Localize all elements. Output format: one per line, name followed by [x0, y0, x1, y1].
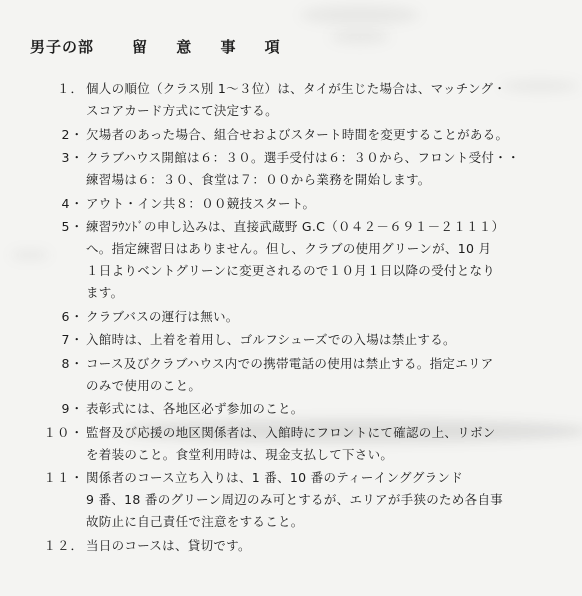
section-label: 男子の部	[30, 38, 95, 56]
list-item	[40, 422, 570, 466]
item-number: １２．	[43, 537, 84, 553]
item-number: 8・	[61, 355, 84, 371]
item-number: 7・	[61, 332, 84, 347]
item-number: 6・	[61, 308, 84, 324]
item-text: 入館時は、上着を着用し、ゴルフシューズでの入場は禁止する。	[86, 332, 456, 347]
item-text: 個人の順位（クラス別 1～３位）は、タイが生じた場合は、マッチング・ スコアカード方式にて決定する。	[86, 81, 507, 118]
item-text: 欠場者のあった場合、組合せおよびスタート時間を変更することがある。	[86, 126, 509, 142]
document-heading	[30, 36, 292, 57]
item-text: コース及びクラブハウス内での携帯電話の使用は禁止する。指定エリア のみで使用のこと。	[86, 355, 494, 393]
list-item	[40, 193, 570, 215]
list-item	[40, 398, 570, 420]
list-item	[40, 216, 570, 304]
item-number: 5・	[61, 219, 84, 234]
item-text: 当日のコースは、貸切です。	[86, 537, 251, 553]
item-text: クラブバスの運行は無い。	[86, 308, 239, 324]
list-item	[40, 353, 570, 397]
item-number: 9・	[61, 401, 84, 416]
item-text: 関係者のコース立ち入りは、1 番、10 番のティーインググランド 9 番、18 番のグリーン周辺のみ可とするが、エリアが手狭のため各自事 故防止に自己責任で注意をすること。	[86, 470, 504, 529]
notice-list	[40, 78, 570, 558]
list-item	[40, 124, 570, 146]
list-item	[40, 306, 570, 328]
item-number: 3・	[61, 150, 84, 165]
item-text: アウト・イン共８：００競技スタート。	[86, 195, 316, 211]
scan-smudge	[300, 5, 420, 25]
list-item	[40, 535, 570, 557]
list-item	[40, 467, 570, 533]
list-item	[40, 78, 570, 122]
item-number: 2・	[61, 126, 84, 142]
item-text: 監督及び応援の地区関係者は、入館時にフロントにて確認の上、リボン を着装のこと。食堂利用時は、現金支払して下さい。	[86, 424, 496, 462]
item-text: 練習ﾗｳﾝﾄﾞの申し込みは、直接武蔵野 G.C（０４２－６９１－２１１１） へ。指定練習日はありません。但し、クラブの使用グリーンが、10 月 １日よりベントグリーンに変更されるので１０月１日以降の受付となり ます。	[86, 219, 505, 300]
item-number: 4・	[61, 195, 84, 211]
scan-smudge	[330, 30, 390, 44]
item-number: １１・	[43, 470, 84, 485]
list-item	[40, 329, 570, 351]
document-title: 留 意 事 項	[132, 38, 292, 56]
list-item	[40, 147, 570, 191]
item-text: 表彰式には、各地区必ず参加のこと。	[86, 401, 304, 416]
item-number: １．	[56, 81, 84, 96]
item-text: クラブハウス開館は６：３０。選手受付は６：３０から、フロント受付・・ 練習場は６：３０、食堂は７：００から業務を開始します。	[86, 150, 520, 187]
item-number: １０・	[43, 424, 84, 440]
